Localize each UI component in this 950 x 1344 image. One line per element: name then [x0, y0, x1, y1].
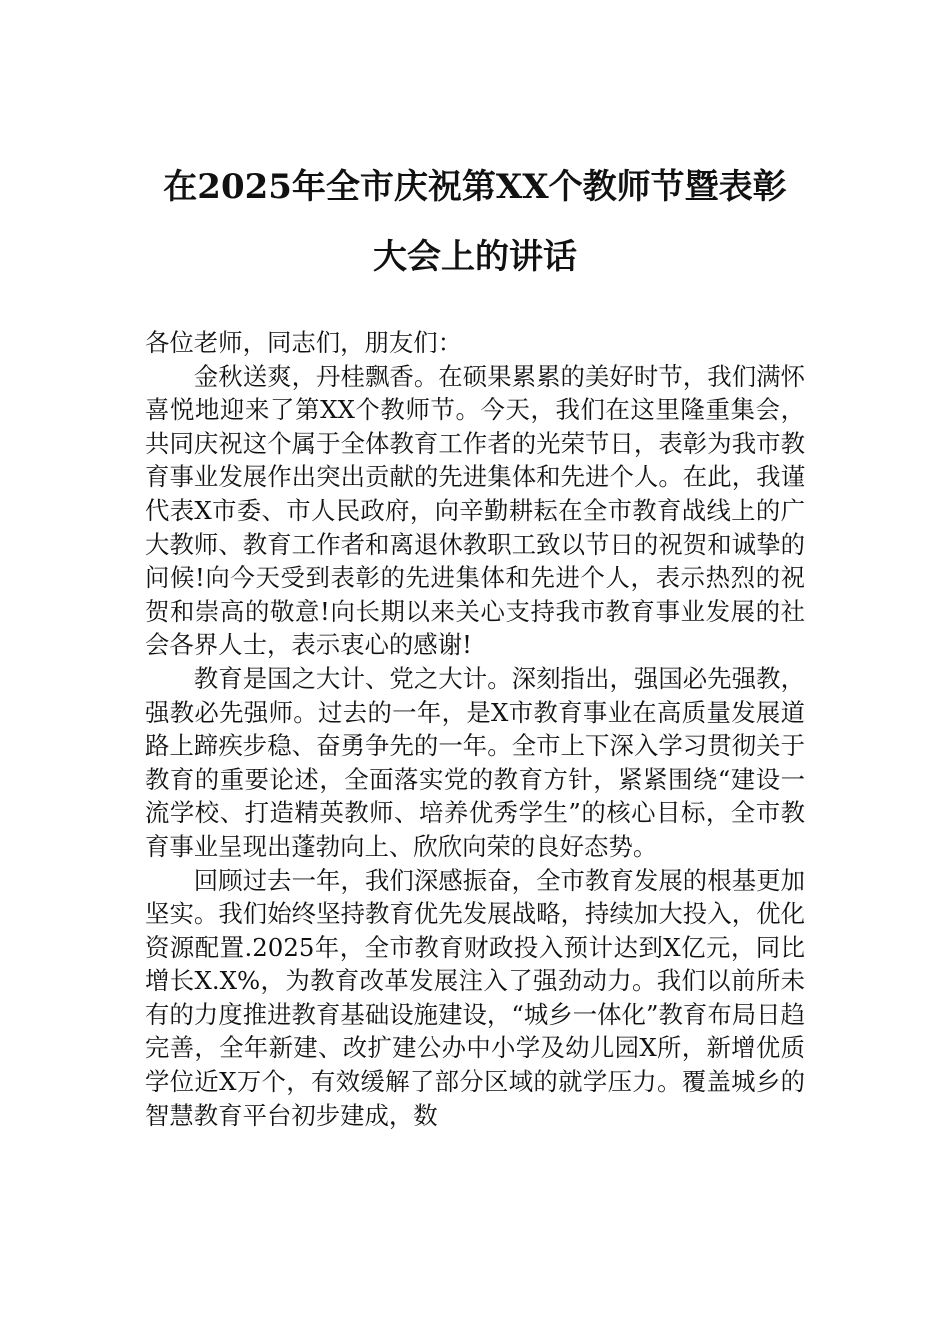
document-title: [120, 152, 830, 292]
document-body: [145, 326, 805, 1132]
paragraph-review: 回顾过去一年，我们深感振奋，全市教育发展的根基更加坚实。我们始终坚持教育优先发展战略，持续加大投入，优化资源配置.2025年，全市教育财政投入预计达到X亿元，同比增长X.X%，为教育改革发展注入了强劲动力。我们以前所未有的力度推进教育基础设施建设，“城乡一体化”教育布局日趋完善，全年新建、改扩建公办中小学及幼儿园X所，新增优质学位近X万个，有效缓解了部分区域的就学压力。覆盖城乡的智慧教育平台初步建成，数: [145, 865, 805, 1130]
document-title-line-1: 在2025年全市庆祝第XX个教师节暨表彰: [163, 167, 787, 207]
paragraph-education-importance: 教育是国之大计、党之大计。深刻指出，强国必先强教，强教必先强师。过去的一年，是X市教育事业在高质量发展道路上蹄疾步稳、奋勇争先的一年。全市上下深入学习贯彻关于教育的重要论述，全面落实党的教育方针，紧紧围绕“建设一流学校、打造精英教师、培养优秀学生”的核心目标，全市教育事业呈现出蓬勃向上、欣欣向荣的良好态势。: [145, 663, 805, 861]
greeting: 各位老师，同志们，朋友们：: [145, 328, 463, 357]
document-title-line-2: 大会上的讲话: [373, 237, 577, 277]
paragraph-opening: 金秋送爽，丹桂飘香。在硕果累累的美好时节，我们满怀喜悦地迎来了第XX个教师节。今天，我们在这里隆重集会，共同庆祝这个属于全体教育工作者的光荣节日，表彰为我市教育事业发展作出突出贡献的先进集体和先进个人。在此，我谨代表X市委、市人民政府，向辛勤耕耘在全市教育战线上的广大教师、教育工作者和离退休教职工致以节日的祝贺和诚挚的问候!向今天受到表彰的先进集体和先进个人，表示热烈的祝贺和崇高的敬意!向长期以来关心支持我市教育事业发展的社会各界人士，表示衷心的感谢!: [145, 361, 805, 660]
